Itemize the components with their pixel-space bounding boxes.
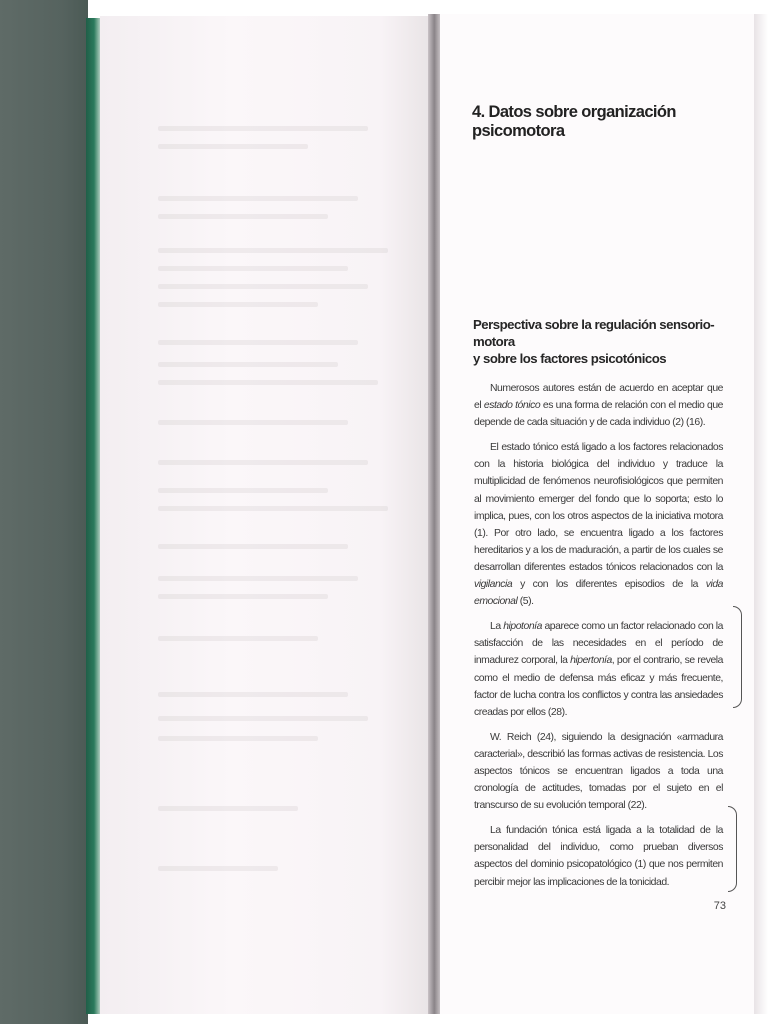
bleed-through-line bbox=[158, 806, 298, 811]
paragraph-text: El estado tónico está ligado a los factores relacionados con la historia biológica del individuo y traduce la multiplicidad de fenómenos neurofisiológicos que permiten al movimiento emerger del fondo que lo soporta; esto lo implica, pues, con los otros aspectos de la iniciativa motora (1). Por otro lado, se encuentra ligado a los factores hereditarios y a los de maduración, a partir de los cuales se desarrollan diferentes estados tónicos relacionados con la bbox=[474, 442, 723, 573]
bleed-through-line bbox=[158, 460, 368, 465]
italic-term: estado tónico bbox=[483, 400, 541, 412]
bleed-through-line bbox=[158, 636, 318, 641]
bleed-through-line bbox=[158, 340, 358, 345]
bleed-through-line bbox=[158, 594, 328, 599]
bleed-through-line bbox=[158, 736, 318, 741]
italic-term: vigilancia bbox=[474, 579, 513, 591]
paragraph-text: (5). bbox=[517, 596, 534, 608]
bleed-through-line bbox=[158, 506, 388, 511]
bleed-through-line bbox=[158, 488, 328, 493]
paragraph-3 bbox=[474, 618, 723, 721]
italic-term: vida emocional bbox=[474, 579, 723, 608]
bleed-through-line bbox=[158, 866, 278, 871]
page-number: 73 bbox=[713, 900, 726, 912]
paragraph-5 bbox=[474, 822, 723, 890]
right-page-edge bbox=[754, 14, 768, 1014]
margin-bracket-mark bbox=[733, 606, 742, 708]
italic-term: hipotonía bbox=[503, 621, 542, 633]
paragraph-text: es una forma de relación con el medio que depende de cada situación y de cada individuo (2) (16). bbox=[474, 400, 724, 429]
bleed-through-line bbox=[158, 576, 358, 581]
scanner-background bbox=[0, 0, 88, 1024]
paragraph-1 bbox=[474, 380, 723, 431]
bleed-through-line bbox=[158, 362, 338, 367]
section-heading-line-1: Perspectiva sobre la regulación sensorio-motora bbox=[473, 317, 715, 349]
paragraph-text: aparece como un factor relacionado con la satisfacción de las necesidades en el período de inmadurez corporal, la bbox=[474, 621, 723, 667]
bleed-through-line bbox=[158, 284, 368, 289]
left-page-blank bbox=[100, 16, 430, 1014]
margin-bracket-mark bbox=[728, 806, 737, 892]
bleed-through-line bbox=[158, 380, 378, 385]
bleed-through-line bbox=[158, 716, 368, 721]
bleed-through-line bbox=[158, 544, 348, 549]
paragraph-text: La fundación tónica está ligada a la totalidad de la personalidad del individuo, como prueban diversos aspectos del dominio psicopatológico (1) que nos permiten percibir mejor las implicaciones de la tonicidad. bbox=[474, 825, 723, 888]
body-text bbox=[474, 380, 723, 899]
paragraph-4 bbox=[474, 729, 723, 814]
paragraph-text: Numerosos autores están de acuerdo en aceptar que el bbox=[474, 383, 723, 412]
paragraph-text: , por el contrario, se revela como el medio de defensa más eficaz y más frecuente, factor de lucha contra los conflictos y contra las ansiedades creadas por ellos (28). bbox=[474, 655, 723, 718]
bleed-through-line bbox=[158, 302, 318, 307]
section-heading bbox=[473, 316, 743, 367]
bleed-through-line bbox=[158, 126, 368, 131]
bleed-through-line bbox=[158, 692, 348, 697]
paragraph-text: y con los diferentes episodios de la bbox=[512, 579, 706, 591]
section-heading-line-2: y sobre los factores psicotónicos bbox=[473, 351, 667, 366]
bleed-through-line bbox=[158, 196, 358, 201]
paragraph-text: W. Reich (24), siguiendo la designación «armadura caracterial», describió las formas activas de resistencia. Los aspectos tónicos se encuentran ligados a toda una cronología de actitudes, tomadas por el sujeto en el transcurso de su evolución temporal (22). bbox=[474, 731, 723, 812]
italic-term: hipertonía bbox=[570, 655, 612, 667]
bleed-through-line bbox=[158, 420, 348, 425]
bleed-through-line bbox=[158, 214, 328, 219]
paragraph-2 bbox=[474, 439, 723, 610]
bleed-through-line bbox=[158, 144, 308, 149]
chapter-title: 4. Datos sobre organización psicomotora bbox=[472, 103, 676, 140]
bleed-through-line bbox=[158, 266, 348, 271]
paragraph-text: La bbox=[490, 621, 504, 633]
bleed-through-line bbox=[158, 248, 388, 253]
